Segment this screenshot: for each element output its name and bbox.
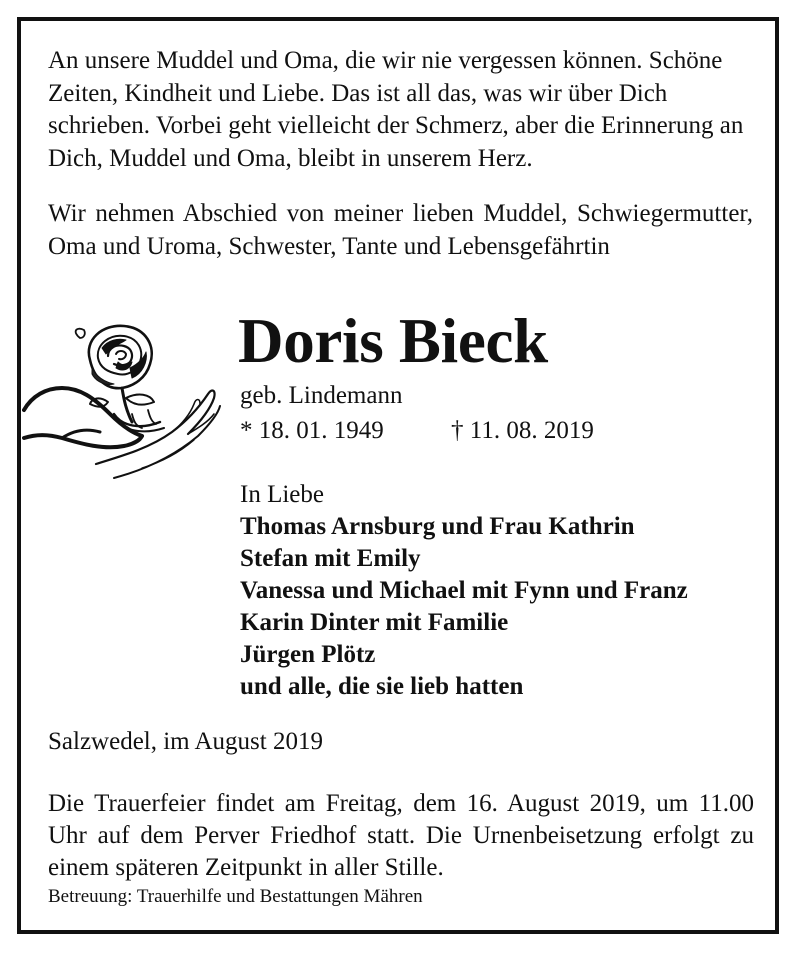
death-date: † 11. 08. 2019 — [451, 417, 594, 444]
mourner-line: Vanessa und Michael mit Fynn und Franz — [240, 577, 688, 604]
mourner-line: Karin Dinter mit Familie — [240, 609, 509, 636]
mourner-line: Jürgen Plötz — [240, 641, 376, 668]
rose-in-hands-icon — [22, 318, 222, 483]
intro-poem: An unsere Muddel und Oma, die wir nie vergessen können. Schöne Zeiten, Kindheit und Liebe. Das ist all das, was wir über Dich schrieben. Vorbei geht vielleicht der Schmerz, aber die Erinnerung an Dich, Muddel und Oma, bleibt in unserem Herz. — [48, 47, 744, 172]
mourners-intro: In Liebe — [240, 481, 324, 508]
birth-date: * 18. 01. 1949 — [240, 417, 384, 444]
care-notice: Betreuung: Trauerhilfe und Bestattungen Mähren — [48, 886, 423, 907]
mourner-line: und alle, die sie lieb hatten — [240, 673, 524, 700]
funeral-notice: Die Trauerfeier findet am Freitag, dem 16. August 2019, um 11.00 Uhr auf dem Perver Friedhof statt. Die Urnenbeisetzung erfolgt zu einem späteren Zeitpunkt in aller Stille. — [48, 790, 754, 881]
deceased-name: Doris Bieck — [238, 306, 548, 376]
mourners-list — [240, 511, 688, 703]
maiden-name: geb. Lindemann — [240, 382, 403, 409]
place-and-date: Salzwedel, im August 2019 — [48, 728, 323, 755]
mourner-line: Thomas Arnsburg und Frau Kathrin — [240, 513, 635, 540]
farewell-text: Wir nehmen Abschied von meiner lieben Muddel, Schwiegermutter, Oma und Uroma, Schwester, Tante und Lebensgefährtin — [48, 200, 753, 260]
mourner-line: Stefan mit Emily — [240, 545, 421, 572]
